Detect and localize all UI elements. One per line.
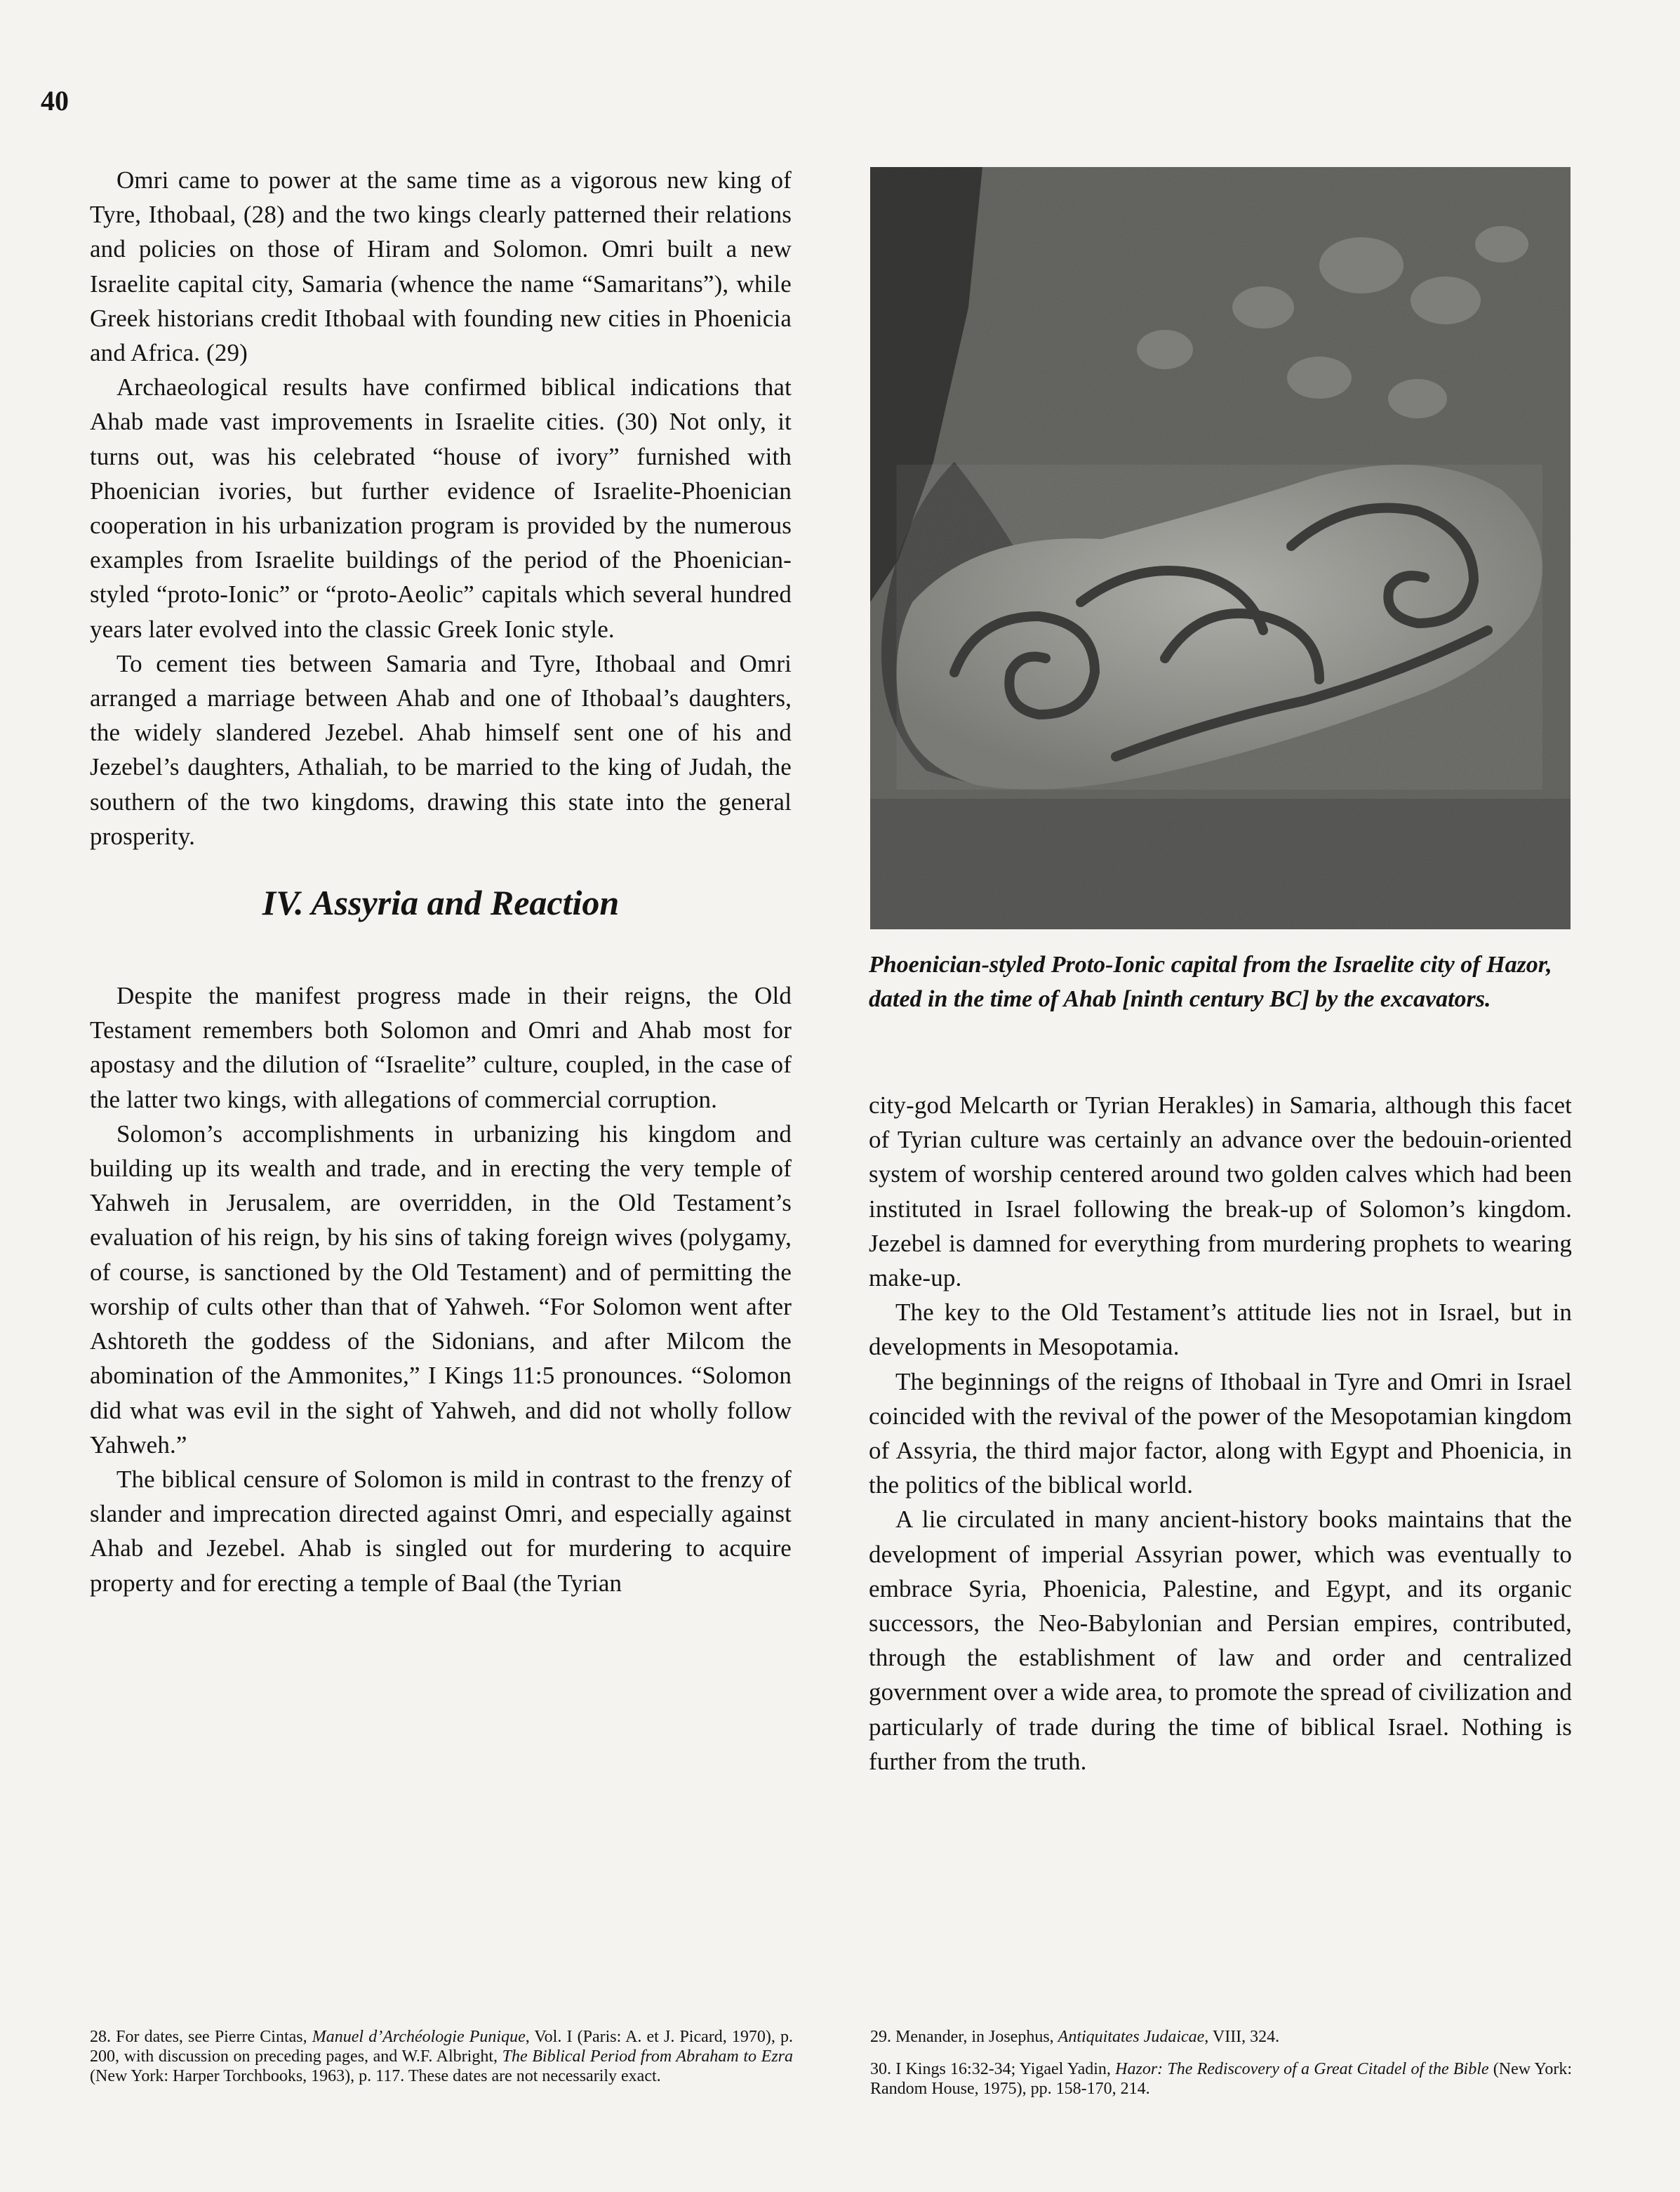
section-heading: IV. Assyria and Reaction [262,883,620,923]
footnote-30 [870,2059,1572,2099]
footnote-number: 30. [870,2060,891,2078]
paragraph-continuation: city-god Melcarth or Tyrian Herakles) in Samaria, although this facet of Tyrian culture was certainly an advance over the bedouin-oriented system of worship centered around two golden calves which had been instituted in Israel following the break-up of Solomon’s kingdom. Jezebel is damned for everything from murdering prophets to wearing make-up. [869,1091,1572,1292]
paragraph-manifest-progress: Despite the manifest progress made in their reigns, the Old Testament remembers both Solomon and Omri and Ahab most for apostasy and the dilution of “Israelite” culture, coupled, in the case of the latter two kings, with allegations of commercial corruption. [90,982,792,1113]
page-number: 40 [41,85,69,117]
footnote-number: 29. [870,2028,891,2046]
footnote-title: Antiquitates Judaicae [1058,2028,1205,2046]
paragraph-key-attitude: The key to the Old Testament’s attitude lies not in Israel, but in developments in Mesopotamia. [869,1298,1572,1361]
footnote-text: (New York: Harper Torchbooks, 1963), p. 117. These dates are not necessarily exact. [90,2067,661,2085]
footnote-text: , VIII, 324. [1204,2028,1280,2046]
footnote-text: Menander, in Josephus, [895,2028,1054,2046]
photo-caption: Phoenician-styled Proto-Ionic capital from the Israelite city of Hazor, dated in the time of Ahab [ninth century BC] by the excavators. [869,952,1552,1012]
footnotes-right [870,2027,1572,2111]
footnote-29 [870,2027,1572,2047]
paragraph-lie-circulated: A lie circulated in many ancient-history books maintains that the development of imperial Assyrian power, which was eventually to embrace Syria, Phoenicia, Palestine, and Egypt, and its organic successors, the Neo-Babylonian and Persian empires, contributed, through the establishment of law and order and centralized government over a wide area, to promote the spread of civilization and particularly of trade during the time of biblical Israel. Nothing is further from the truth. [869,1506,1572,1775]
footnote-text: (New York: Random House, 1975), pp. 158-170, 214. [870,2060,1573,2098]
paragraph-solomon-accomplishments: Solomon’s accomplishments in urbanizing his kingdom and building up its wealth and trade, and in erecting the very temple of Yahweh in Jerusalem, are overridden, in the Old Testament’s evaluation of his reign, by his sins of taking foreign wives (polygamy, of course, is sanctioned by the Old Testament) and of permitting the worship of cults other than that of Yahweh. “For Solomon went after Ashtoreth the goddess of the Sidonians, and after Milcom the abomination of the Ammonites,” I Kings 11:5 pronounces. “Solomon did what was evil in the sight of Yahweh, and did not wholly follow Yahweh.” [90,1120,792,1459]
proto-ionic-capital-photo [870,167,1571,929]
footnote-text: , Vol. I (Paris: A. et J. Picard, 1970), p. 200, with discussion on preceding pages, and W.F. Albright, [90,2028,794,2066]
footnotes-left [90,2027,793,2099]
left-column [90,163,792,1600]
paragraph-reigns-beginnings: The beginnings of the reigns of Ithobaal in Tyre and Omri in Israel coincided with the revival of the power of the Mesopotamian kingdom of Assyria, the third major factor, along with Egypt and Phoenicia, in the politics of the biblical world. [869,1367,1572,1499]
photo-illustration [870,167,1571,929]
footnote-text: For dates, see Pierre Cintas, [116,2028,307,2046]
paragraph-cement-ties: To cement ties between Samaria and Tyre, Ithobaal and Omri arranged a marriage between Ahab and one of Ithobaal’s daughters, the widely slandered Jezebel. Ahab himself sent one of his and Jezebel’s daughters, Athaliah, to be married to the king of Judah, the southern of the two kingdoms, drawing this state into the general prosperity. [90,649,792,850]
footnote-title: Manuel d’Archéologie Punique [312,2028,526,2046]
footnote-28 [90,2027,793,2086]
paragraph-biblical-censure: The biblical censure of Solomon is mild in contrast to the frenzy of slander and imprecation directed against Omri, and especially against Ahab and Jezebel. Ahab is singled out for murdering to acquire property and for erecting a temple of Baal (the Tyrian [90,1465,792,1597]
right-column [869,1088,1572,1779]
footnote-title: Hazor: The Rediscovery of a Great Citadel of the Bible [1115,2060,1489,2078]
footnote-title: The Biblical Period from Abraham to Ezra [502,2047,793,2066]
footnote-text: I Kings 16:32-34; Yigael Yadin, [895,2060,1111,2078]
paragraph-omri-ithobaal: Omri came to power at the same time as a vigorous new king of Tyre, Ithobaal, (28) and the two kings clearly patterned their relations and policies on those of Hiram and Solomon. Omri built a new Israelite capital city, Samaria (whence the name “Samaritans”), while Greek historians credit Ithobaal with founding new cities in Phoenicia and Africa. (29) [90,166,792,367]
paragraph-archaeological-results: Archaeological results have confirmed biblical indications that Ahab made vast improvements in Israelite cities. (30) Not only, it turns out, was his celebrated “house of ivory” furnished with Phoenician ivories, but further evidence of Israelite-Phoenician cooperation in his urbanization program is provided by the numerous examples from Israelite buildings of the period of the Phoenician-styled “proto-Ionic” or “proto-Aeolic” capitals which several hundred years later evolved into the classic Greek Ionic style. [90,373,792,643]
footnote-number: 28. [90,2028,111,2046]
